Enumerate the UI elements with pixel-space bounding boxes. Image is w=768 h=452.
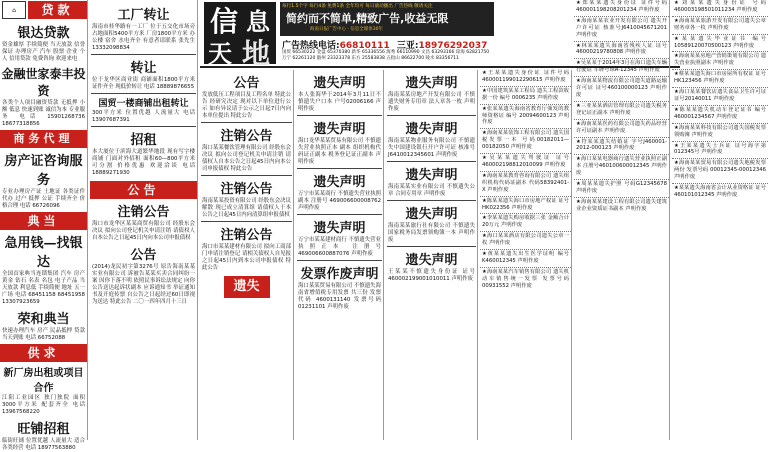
notice-title: 遗失声明 [313, 175, 366, 190]
ad-text: 江阳工业园区 独门独院 面积 3000平方米 配套齐全 电话 13967568220 [2, 395, 85, 415]
notice-title: 注销公告 [220, 129, 273, 144]
ad-text: 位于龙华区商业街 商铺面积1800平方米 证件齐全 现低价转让 电话 18889876655 [92, 77, 195, 90]
ad-title: 国贸一楼商铺出租转让 [98, 99, 189, 109]
ad-text: 全国首家典当连锁集团 汽车 房产 黄金 钻石 名表 名包 电子产品 当天放款 利息低 手续简便 地址 五一广场 电话 68451158 68451958 13307923659 [2, 271, 85, 305]
masthead-logo [204, 2, 276, 70]
notice-column-3 [200, 70, 294, 440]
list-item: ★陈某某遗失机动车登记证书 编号460001234567 声明作废 [672, 105, 768, 123]
list-item: ★王某某遗失身份证 证件号码460001199012290615 声明作废 [482, 70, 569, 83]
logo-char: 天 [208, 39, 232, 68]
notice-title: 遗失声明 [405, 253, 458, 268]
notice-title: 遗失声明 [313, 122, 366, 137]
ad-text: 临街旺铺 位置优越 人流量大 适合各类经营 电话 18977563880 [2, 438, 85, 451]
hotline-label: 广告热线电话: [282, 41, 340, 51]
ticker-text: 每行1.5个字 每行4条 免费1条 全年均可 每日滚动播出 广告热线 敬请关注 [282, 4, 433, 9]
notice-text: 海南某某旅行社有限公司 不慎遗失国家税务局发票领购簿一本 声明作废 [388, 223, 475, 243]
notice-column-4 [296, 70, 384, 440]
notice-text: 海口龙华某某贸易有限公司 不慎遗失营业执照正本 副本 组织机构代码证正副本 税务登记证正副本 声明作废 [298, 138, 381, 165]
list-item: ★海南某某房地产营销策划有限公司 遗失营业执照副本 声明作废 [672, 51, 768, 69]
ad-text: 300平方米 位置优越 人流量大 电话 13907687391 [92, 110, 195, 123]
notice-title: 遗失声明 [313, 221, 366, 236]
slogan-banner [280, 2, 494, 36]
notice-text: 海口市龙华区某某商贸有限公司 经股东会决议 拟向公司登记机关申请注销 请债权人自本公告之日起45日内向本公司申报债权 [92, 221, 195, 241]
sanya-label: 三亚: [396, 41, 419, 51]
list-item: ★海南某某贸易有限公司遗失地税发票两份 发票号码 00012345-00012346 声明作废 [672, 158, 768, 183]
notice-title: 公告 [233, 76, 260, 91]
list-item: ★海南某某汽车销售有限公司 遗失机动车销售统一发票 发票号码00931552 声明作废 [480, 267, 571, 292]
ad-title: 急用钱—找银达 [4, 236, 83, 270]
list-item: ★陈某某遗失海口市房地产权证 证号HK022356 声明作废 [480, 196, 571, 214]
ad-title: 转让 [130, 61, 157, 76]
list-item: ★三亚某某酒店管理有限公司遗失税务登记证正副本 声明作废 [574, 101, 669, 119]
notice-column-7 [574, 0, 670, 440]
list-item: ★黄某某遗失出生医学证明 编号K460012345 声明作废 [480, 249, 571, 267]
list-item: ★郑某某遗失身份证 证件号码460001198208201234 声明作废 [576, 0, 667, 13]
ad-text: 本大厦位于滨海大道繁华地段 现有写字楼 商铺 门面对外招租 面积60—800平方米 可分割 价格优惠 欢迎洽谈 电话 18889271930 [92, 149, 195, 176]
notice-text: 万宁市某某商行 不慎遗失营业执照副本 注册号 469006600008762 声明作废 [298, 191, 381, 211]
ad-title: 新厂房出租或项目合作 [3, 368, 84, 394]
ad-text: 快速办理汽车 房产 民品抵押 贷款 当天到账 电话 66752088 [2, 328, 85, 341]
ad-title: 银达贷款 [17, 26, 70, 41]
list-item: ★海口某某餐饮店遗失食品卫生许可证 证号20140011 声明作废 [672, 87, 768, 105]
list-item: ★吴某某遗失驾驶证 证号460002198812010099 声明作废 [480, 153, 571, 171]
section-business: 商务代理 [0, 130, 87, 148]
list-item: ★海口某某电器商行遗失营业执照正副本 注册号460100600012345 声明作废 [574, 154, 669, 179]
slogan-text: 简约而不简单,精致广告,收益无限 [286, 12, 449, 25]
notice-title: 遗失声明 [405, 168, 458, 183]
ad-text: 各类个人项目融资贷款 无抵押 小额 低息 快速到账 诚信为本 专业服务 电话 15901268736 18677318856 [2, 100, 85, 127]
section-notice: 公告 [90, 181, 197, 199]
notice-text: 王某某不慎遗失身份证 证号 460002199001010011 声明作废 [388, 269, 475, 282]
list-item: ★某某遗失毕业证书 编号10589120070500123 声明作废 [672, 34, 768, 52]
classified-column-1 [0, 0, 88, 451]
notice-text: 海口某某贸易有限公司 不慎遗失海南省增值税专用发票 共三份 发票代码 4600131140 发票号码 01231101 声明作废 [298, 283, 381, 310]
list-item: ★某某遗失海南省会计从业资格证 证号460101012345 声明作废 [672, 183, 768, 201]
notice-title: 遗失声明 [405, 207, 458, 222]
list-item: ★周某某遗失护照 号码G12345678 声明作废 [574, 179, 669, 197]
notice-title: 注销公告 [117, 205, 170, 220]
list-item: ★林某某遗失海南省残疾人证 证号46000219780808 声明作废 [574, 41, 669, 59]
list-item: ★海口某某酒店有限公司遗失公章一枚 声明作废 [480, 231, 571, 249]
ad-title: 招租 [130, 133, 157, 148]
list-item: ★海南某某建设工程有限公司遗失建筑业企业资质证书副本 声明作废 [574, 197, 669, 215]
ad-title: 旺铺招租 [17, 422, 70, 437]
notice-title: 遗失声明 [313, 76, 366, 91]
logo-char: 息 [246, 7, 270, 36]
list-item: ★李某某遗失购房收据三张 金额合计20万元 声明作废 [480, 213, 571, 231]
notice-column-8 [672, 0, 768, 440]
list-item: ★海南某某农业开发有限公司 遗失开户许可证 核准号J6410045671201 声明作废 [574, 16, 669, 41]
logo-char: 信 [210, 5, 239, 38]
slogan-sub: 海南日报广告中心 · 信息全媒体30年 [310, 27, 384, 32]
list-item: ★海南某某医药有限公司遗失药品经营许可证副本 声明作废 [574, 119, 669, 137]
ad-text: 海南市桂华路有一工厂 位于五交化市场旁 占地面积5400平方米 厂房1800平方米 办公楼 宿舍 水电齐全 有意者请联系 张先生 13332098834 [92, 24, 195, 51]
classified-column-2 [90, 0, 198, 440]
notice-text: 发放低压工程项目及工程名单 特此公告 经研究决定 现对以下单位进行公示 如有异议请于公示之日起7日内向本单位提出 特此公告 [202, 92, 291, 119]
list-item: ★刘某某遗失身份证 号码460003198501011234 声明作废 [674, 0, 766, 13]
list-item: ★海南某某教育咨询有限公司 遗失组织机构代码证副本 代码58392401-X 声明作废 [480, 171, 571, 196]
sanya-number: 18976292037 [418, 41, 488, 51]
notice-text: 海南某某物业服务有限公司 不慎遗失中国建设银行开户许可证 核准号 J6410012345601 声明作废 [388, 138, 475, 158]
notice-title: 遗失声明 [405, 122, 458, 137]
list-item: ★海南某某物流有限公司遗失道路运输许可证 证号460100000123 声明作废 [574, 76, 669, 101]
list-item: ★吴某某于2014年3月在海口遗失车辆行驶证 车牌号琼A·12345 声明作废 [574, 58, 669, 76]
ad-title: 房产证咨询服务 [4, 154, 83, 188]
ad-title: 工厂转让 [117, 8, 170, 23]
notice-text: 海南某某房地产开发有限公司 不慎遗失财务专用章 法人章各一枚 声明作废 [388, 92, 475, 112]
notice-column-6 [480, 70, 572, 440]
section-pawn: 典当 [0, 212, 87, 230]
lost-section-logo: 遗失 [224, 276, 270, 298]
notice-title: 遗失声明 [405, 76, 458, 91]
notice-text: 海南某某投资有限公司 经股东会决议解散 现已成立清算组 请债权人于本公告之日起45日内向清算组申报债权 [202, 198, 291, 218]
ad-text: 专业办理房产证 土地证 各类证件代办 过户 抵押 公证 手续齐全 价格合理 电话 66726096 [2, 189, 85, 209]
ad-text: 资金雄厚 手续简便 当天放款 信誉保证 办理房产 汽车 股票 企业 个人 信用贷款 免费咨询 欢迎来电 [2, 42, 85, 62]
list-item: ★符某某遗失结婚证 字号J460001-2012-000123 声明作废 [574, 137, 669, 155]
notice-title: 注销公告 [220, 228, 273, 243]
section-loan: 贷款 [28, 1, 87, 19]
notice-text: (2014)龙民初字第3276号 原告海南某某实业有限公司 诉被告某某买卖合同纠纷一案 因你下落不明 依照民事诉讼法规定 向你公告送达起诉状副本 应诉通知书 举证通知书及开庭传票 自公告之日起经过60日即视为送达 特此公告 二〇一四年四月十三日 [92, 264, 195, 305]
ad-title: 金融世家泰丰投资 [1, 67, 86, 98]
branch-phones: 国贸 66530222 金盘 65370380 新华 65336556 海秀 66110990 文昌 63293166 琼海 62821750 万宁 62261120 儋州 23323378 东方 25583838 五指山 86622700 陵水 83356711 [282, 50, 490, 61]
ad-title: 荣和典当 [17, 312, 70, 327]
list-item: ★中国建筑某某工程局 遗失工程款收据一份 编号 0006235 声明作废 [480, 86, 571, 104]
notice-text: 海口某某餐饮管理有限公司 经股东会决议 拟向公司登记机关申请注销 请债权人自本公告之日起45日内向本公司申报债权 特此公告 [202, 145, 291, 172]
notice-text: 海口市某某建材有限公司 拟向工商部门申请注销登记 请相关债权人自见报之日起45日内到本公司申报债权 特此公告 [202, 244, 291, 271]
list-item: ★王某某遗失士兵证 证号海字第012345号 声明作废 [672, 141, 768, 159]
notice-title: 发票作废声明 [300, 267, 379, 282]
notice-column-5 [386, 70, 478, 440]
list-item: ★蔡某某遗失海口市房屋所有权证 证号HK123456 声明作废 [672, 69, 768, 87]
section-supply: 供求 [0, 344, 87, 362]
list-item: ★张某某遗失海南省教育厅颁发的教师资格证 编号 20094600123 声明作废 [480, 104, 571, 129]
house-icon: ⌂ [2, 1, 26, 19]
list-item: ★海南某某旅游开发有限公司遗失公章 财务章各一枚 声明作废 [672, 16, 768, 34]
logo-char: 地 [242, 37, 271, 70]
notice-title: 公告 [130, 248, 157, 263]
list-item: ★海南某某装饰工程有限公司 遗失国税发票一本 号码00182011—00182050 声明作废 [480, 128, 571, 153]
notice-text: 万宁市某某建材商行 不慎遗失营业执照正本 注册号 469006600887076 声明作废 [298, 237, 381, 257]
notice-text: 海南某某实业有限公司 不慎遗失公章 合同专用章 声明作废 [388, 184, 475, 197]
notice-text: 本人张海华于2014年3月11日不慎遗失户口本 户号02006166 声明作废 [298, 92, 381, 112]
list-item: ★海南某某科技有限公司遗失国税发票领购簿 声明作废 [672, 123, 768, 141]
notice-title: 注销公告 [220, 182, 273, 197]
hotline-number: 66810111 [339, 41, 390, 51]
